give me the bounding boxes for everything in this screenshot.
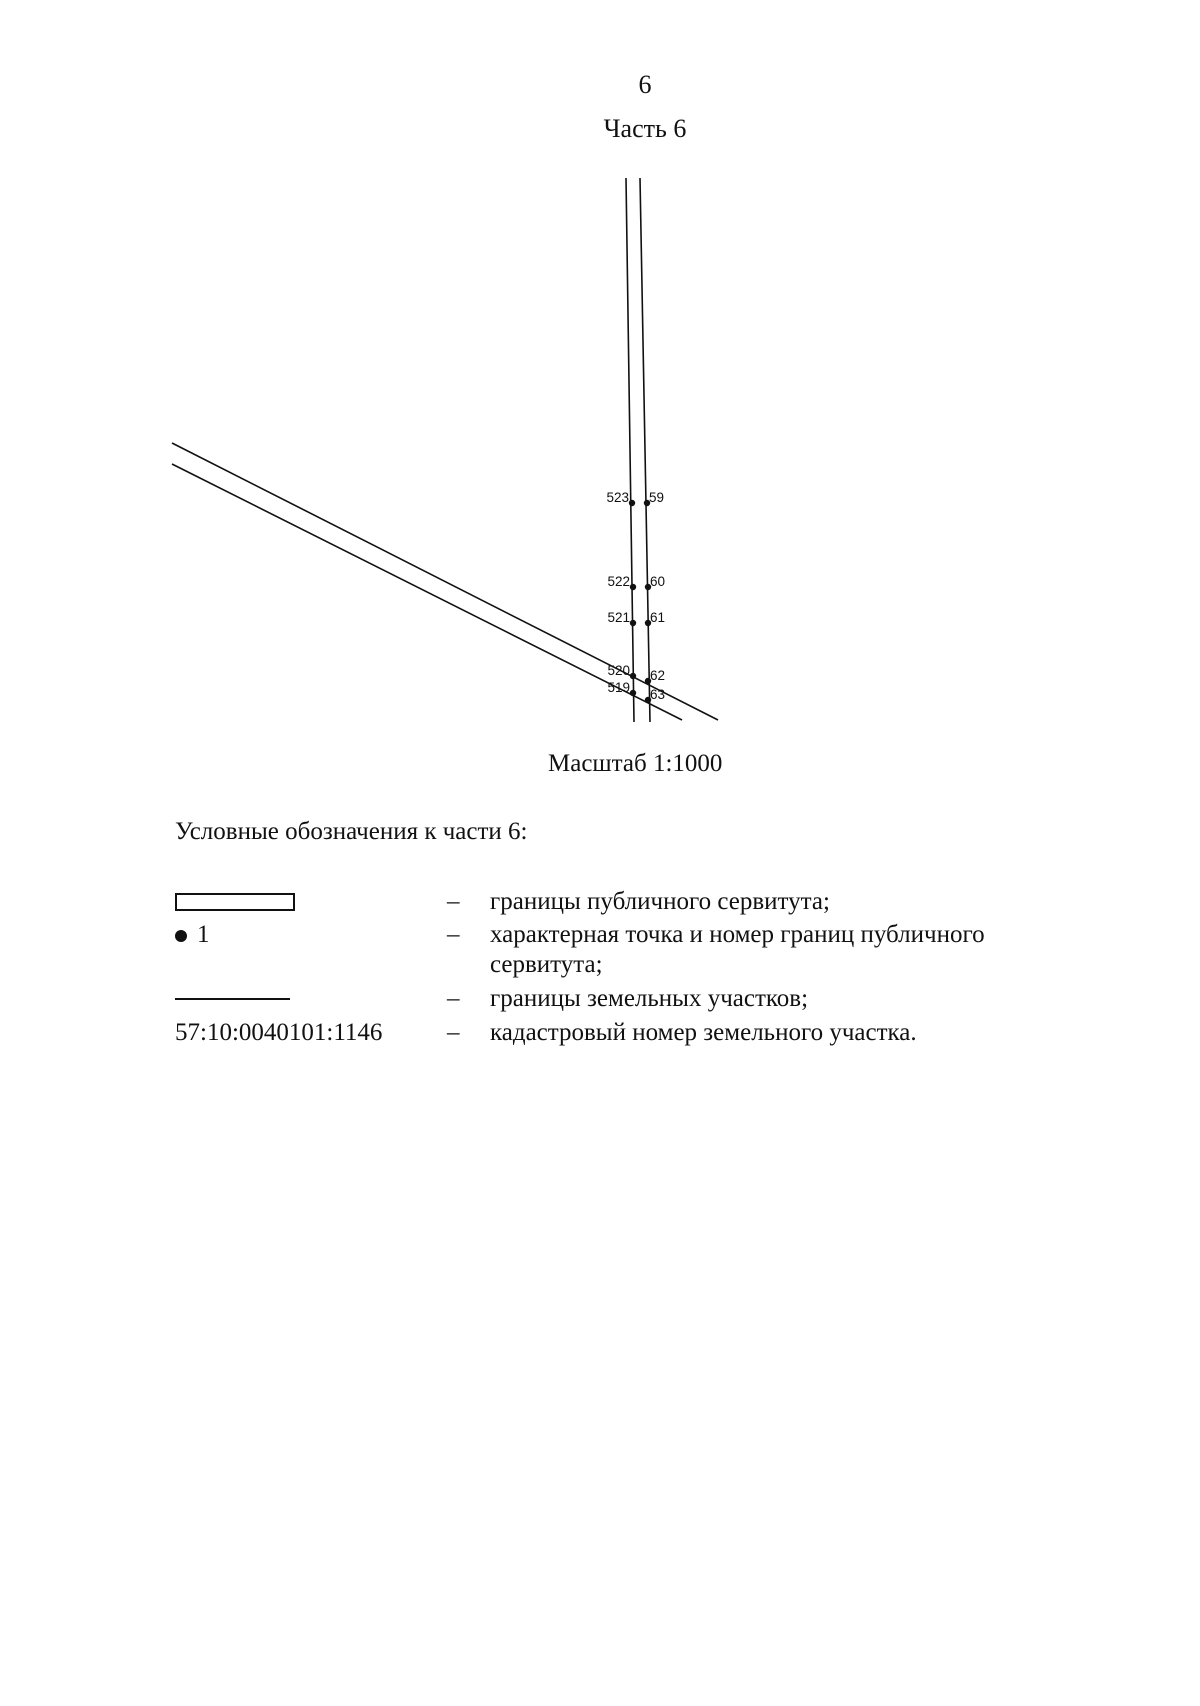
- vertical-boundary-left: [626, 178, 634, 722]
- legend-dash: –: [447, 1019, 460, 1046]
- legend-description: границы публичного сервитута;: [490, 888, 830, 915]
- legend-title: Условные обозначения к части 6:: [175, 818, 528, 845]
- legend-symbol-servitude-boundary: [175, 887, 295, 911]
- point-marker-519: [630, 690, 636, 696]
- point-label-521: 521: [607, 610, 630, 625]
- point-marker-523: [629, 500, 635, 506]
- servitude-scheme: [0, 0, 1200, 760]
- point-label-520: 520: [607, 663, 630, 678]
- legend-symbol-land-plot-boundary: [175, 984, 290, 1000]
- part-title: Часть 6: [603, 114, 687, 143]
- vertical-boundary-right: [640, 178, 650, 722]
- page-number: 6: [638, 70, 652, 99]
- point-marker-521: [630, 620, 636, 626]
- legend-point-number: 1: [197, 921, 210, 948]
- scale-label: Масштаб 1:1000: [548, 750, 723, 777]
- legend-description: кадастровый номер земельного участка.: [490, 1019, 917, 1046]
- legend-dash: –: [447, 985, 460, 1012]
- legend-description: характерная точка и номер границ публичного сервитута;: [490, 921, 985, 978]
- diagonal-boundary-upper: [172, 443, 718, 720]
- point-label-523: 523: [606, 490, 629, 505]
- legend-dash: –: [447, 921, 460, 948]
- point-label-519: 519: [607, 680, 630, 695]
- point-label-60: 60: [650, 574, 666, 589]
- point-label-59: 59: [649, 490, 665, 505]
- cadastral-number-sample: 57:10:0040101:1146: [175, 1019, 383, 1046]
- servitude-boundary-swatch: [175, 893, 295, 911]
- point-label-62: 62: [650, 668, 666, 683]
- legend-description: границы земельных участков;: [490, 985, 809, 1012]
- point-label-61: 61: [650, 610, 666, 625]
- legend-symbol-cadastral-number: [175, 1018, 382, 1048]
- point-label-63: 63: [650, 687, 666, 702]
- point-dot-icon: [175, 930, 187, 942]
- characteristic-points: [606, 490, 665, 703]
- legend-symbol-characteristic-point: [175, 920, 210, 950]
- land-plot-boundary-line-swatch: [175, 998, 290, 1000]
- point-marker-522: [630, 584, 636, 590]
- point-marker-520: [630, 673, 636, 679]
- point-label-522: 522: [607, 574, 630, 589]
- legend-dash: –: [447, 888, 460, 915]
